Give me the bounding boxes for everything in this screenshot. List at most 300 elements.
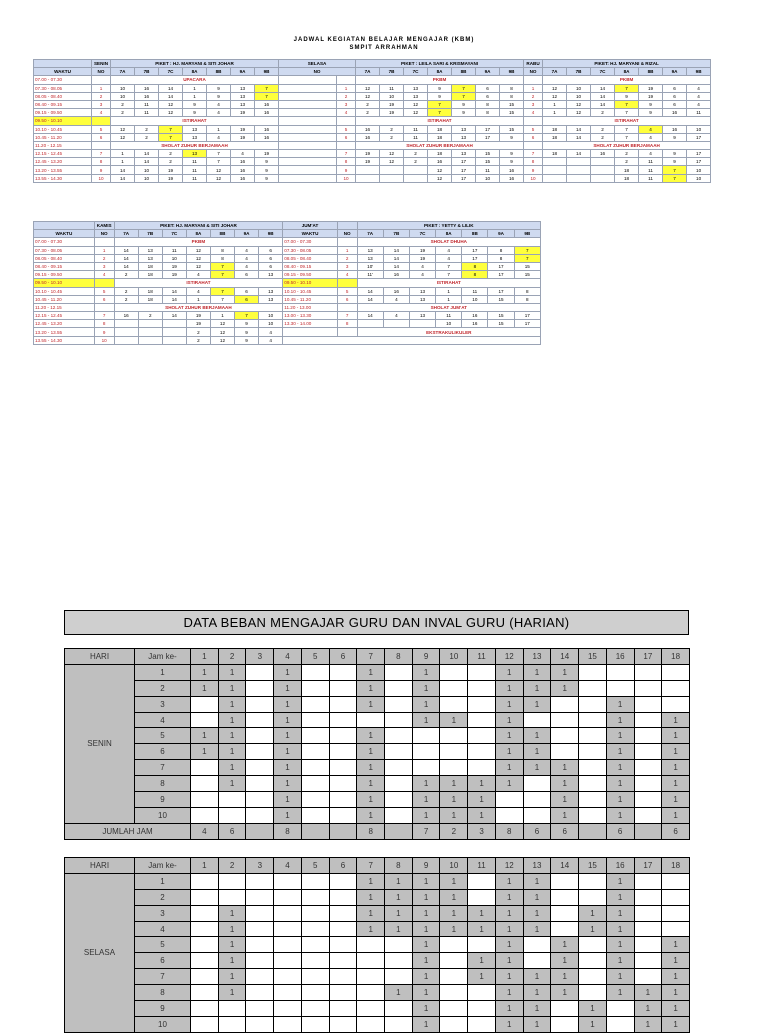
teacher-column-header: 10	[440, 649, 468, 665]
load-cell: 1	[274, 696, 302, 712]
teacher-code: 19	[409, 246, 435, 254]
teacher-code: 17	[687, 150, 711, 158]
event-sholat_jumat: SHOLAT JUM'AT	[357, 303, 540, 311]
day-header-selasa: SELASA	[279, 60, 356, 68]
load-cell: 1	[218, 937, 246, 953]
table-row	[34, 125, 711, 133]
teacher-code: 4	[687, 92, 711, 100]
load-cell	[468, 712, 496, 728]
load-cell: 1	[495, 921, 523, 937]
teacher-code: 7	[452, 92, 476, 100]
teacher-code: 4	[687, 84, 711, 92]
table-cell	[337, 279, 357, 287]
total-cell: 6	[218, 823, 246, 839]
load-cell	[468, 680, 496, 696]
table-cell	[337, 76, 356, 84]
time-slot	[279, 166, 337, 174]
load-cell	[579, 873, 607, 889]
load-cell	[301, 969, 329, 985]
no-header: NO	[92, 68, 111, 76]
load-cell	[357, 1016, 385, 1032]
load-cell: 1	[662, 1001, 690, 1017]
teacher-code: 4	[235, 262, 259, 270]
load-cell: 1	[440, 905, 468, 921]
load-cell: 1	[551, 792, 579, 808]
load-cell: 1	[606, 889, 634, 905]
load-cell: 1	[412, 664, 440, 680]
teacher-code: 18	[615, 174, 639, 182]
jamke-header: Jam ke-	[135, 858, 191, 874]
teacher-code: 10	[259, 312, 283, 320]
load-cell	[329, 905, 357, 921]
teacher-code: 16	[663, 125, 687, 133]
jam-number: 6	[135, 744, 191, 760]
table-row	[34, 303, 541, 311]
table-cell	[283, 328, 337, 336]
table-row	[34, 271, 541, 279]
load-cell	[329, 1001, 357, 1017]
load-cell: 1	[218, 728, 246, 744]
schedule-table-senin-selasa-rabu	[33, 59, 711, 183]
load-cell	[634, 664, 662, 680]
teacher-code: 7	[436, 271, 462, 279]
teacher-code: 15	[500, 100, 524, 108]
teacher-code: 4	[436, 246, 462, 254]
load-cell	[329, 728, 357, 744]
class-header: 9A	[476, 68, 500, 76]
load-cell: 1	[551, 776, 579, 792]
teacher-code: 9	[639, 109, 663, 117]
load-cell	[301, 807, 329, 823]
load-cell	[329, 744, 357, 760]
teacher-code: 13	[452, 125, 476, 133]
time-slot	[279, 174, 337, 182]
teacher-column-header: 14	[551, 858, 579, 874]
load-cell	[440, 937, 468, 953]
event-sholat_zuhur: SHOLAT ZUHUR BERJAMAAH	[543, 141, 711, 149]
teacher-code: 10	[111, 84, 135, 92]
load-cell: 1	[191, 744, 219, 760]
teacher-code: 9	[500, 150, 524, 158]
load-cell: 1	[495, 1016, 523, 1032]
jam-number: 2	[135, 889, 191, 905]
load-cell	[551, 712, 579, 728]
load-cell	[468, 744, 496, 760]
teacher-code: 13	[409, 287, 435, 295]
load-cell: 1	[523, 1016, 551, 1032]
teacher-code: 13	[409, 295, 435, 303]
class-header: 8B	[210, 230, 234, 238]
load-cell	[191, 760, 219, 776]
table-row	[65, 664, 690, 680]
period-number: 10	[337, 174, 356, 182]
teacher-code: 6	[259, 246, 283, 254]
teacher-code	[404, 166, 428, 174]
load-cell: 1	[551, 953, 579, 969]
load-cell: 1	[412, 937, 440, 953]
teacher-column-header: 18	[662, 858, 690, 874]
teacher-code: 17	[476, 133, 500, 141]
load-cell	[191, 905, 219, 921]
load-cell	[634, 807, 662, 823]
total-cell: 6	[606, 823, 634, 839]
jam-number: 4	[135, 712, 191, 728]
load-cell: 1	[412, 776, 440, 792]
load-cell: 1	[218, 760, 246, 776]
load-cell: 1	[523, 696, 551, 712]
teacher-code: 14	[114, 246, 138, 254]
load-cell: 1	[551, 985, 579, 1001]
table-row	[34, 246, 541, 254]
load-cell	[495, 807, 523, 823]
teacher-code: 2	[615, 158, 639, 166]
waktu-header: WAKTU	[283, 230, 337, 238]
teacher-code: 10	[436, 320, 462, 328]
total-cell	[385, 823, 413, 839]
table-row	[65, 649, 690, 665]
period-number: 9	[92, 166, 111, 174]
teacher-code: 9	[207, 84, 231, 92]
load-cell	[468, 696, 496, 712]
load-cell	[274, 921, 302, 937]
table-row	[34, 174, 711, 182]
load-cell: 1	[606, 696, 634, 712]
teacher-code: 16	[135, 92, 159, 100]
load-cell	[579, 937, 607, 953]
load-cell	[440, 728, 468, 744]
load-cell	[301, 744, 329, 760]
teacher-code: 8	[462, 262, 488, 270]
jam-number: 1	[135, 664, 191, 680]
table-row	[34, 254, 541, 262]
teacher-code: 11	[404, 133, 428, 141]
period-number: 1	[337, 246, 357, 254]
load-cell	[468, 889, 496, 905]
load-cell: 1	[606, 728, 634, 744]
total-cell: 3	[468, 823, 496, 839]
teacher-code	[162, 328, 186, 336]
teacher-column-header: 14	[551, 649, 579, 665]
teacher-code	[138, 328, 162, 336]
teacher-code: 4	[687, 100, 711, 108]
teacher-code: 14	[114, 254, 138, 262]
load-cell: 1	[662, 1016, 690, 1032]
teacher-code: 16	[383, 287, 409, 295]
load-cell	[191, 873, 219, 889]
load-cell: 1	[357, 807, 385, 823]
load-cell: 1	[634, 1016, 662, 1032]
time-slot: 13.55 - 14.30	[34, 336, 95, 344]
load-cell: 1	[357, 680, 385, 696]
teacher-code	[404, 174, 428, 182]
load-cell: 1	[412, 1001, 440, 1017]
teacher-code: 11	[404, 125, 428, 133]
teacher-code: 19	[255, 150, 279, 158]
teacher-code: 19	[639, 92, 663, 100]
teacher-code: 17	[687, 158, 711, 166]
teacher-code	[114, 320, 138, 328]
teacher-code: 14	[114, 262, 138, 270]
load-cell	[495, 792, 523, 808]
period-number: 6	[94, 295, 114, 303]
teacher-column-header: 13	[523, 858, 551, 874]
time-slot: 13.20 - 13.55	[34, 166, 92, 174]
teacher-column-header: 2	[218, 858, 246, 874]
period-number: 10	[92, 174, 111, 182]
teacher-code: 2	[159, 158, 183, 166]
teacher-code: 16	[231, 158, 255, 166]
period-number: 8	[337, 158, 356, 166]
load-cell	[246, 969, 274, 985]
load-cell	[329, 760, 357, 776]
teacher-code: 16	[500, 166, 524, 174]
teacher-code: 1	[543, 109, 567, 117]
teacher-column-header: 12	[495, 649, 523, 665]
load-cell	[301, 696, 329, 712]
teacher-code: 7	[255, 84, 279, 92]
total-cell: 4	[191, 823, 219, 839]
teacher-code	[383, 320, 409, 328]
period-number: 5	[94, 287, 114, 295]
teacher-code	[162, 336, 186, 344]
teacher-code: 19	[186, 320, 210, 328]
period-number: 4	[92, 109, 111, 117]
teacher-code: 12	[210, 336, 234, 344]
load-cell	[634, 953, 662, 969]
load-cell: 1	[357, 921, 385, 937]
teacher-code: 2	[114, 287, 138, 295]
event-istirahat: ISTIRAHAT	[114, 279, 283, 287]
load-cell	[329, 696, 357, 712]
table-cell	[94, 303, 114, 311]
load-cell	[468, 1016, 496, 1032]
teacher-code: 13	[259, 271, 283, 279]
teacher-code: 10	[476, 174, 500, 182]
teacher-column-header: 7	[357, 649, 385, 665]
total-cell: 8	[357, 823, 385, 839]
load-cell	[634, 728, 662, 744]
teacher-code: 18	[138, 262, 162, 270]
beban-table-selasa	[64, 857, 690, 1033]
piket-selasa: PIKET : LEILA SARI & KRISMAYANI	[356, 60, 524, 68]
teacher-column-header: 4	[274, 858, 302, 874]
load-cell	[191, 696, 219, 712]
teacher-column-header: 8	[385, 649, 413, 665]
load-cell	[218, 1016, 246, 1032]
load-cell: 1	[606, 760, 634, 776]
load-cell: 1	[606, 985, 634, 1001]
load-cell: 1	[412, 953, 440, 969]
teacher-code: 9	[207, 92, 231, 100]
load-cell: 1	[551, 664, 579, 680]
load-cell: 1	[606, 807, 634, 823]
load-cell	[634, 760, 662, 776]
time-slot: 08.05 - 08.40	[34, 254, 95, 262]
teacher-code: 19	[380, 109, 404, 117]
teacher-code: 6	[259, 262, 283, 270]
time-slot: 09.15 - 09.50	[34, 109, 92, 117]
time-slot: 10.45 - 11.20	[283, 295, 337, 303]
teacher-column-header: 10	[440, 858, 468, 874]
load-cell: 1	[495, 696, 523, 712]
teacher-code: 14	[135, 158, 159, 166]
teacher-code: 13	[409, 312, 435, 320]
time-slot: 10.45 - 11.20	[34, 133, 92, 141]
load-cell: 1	[274, 744, 302, 760]
teacher-code: 8	[514, 295, 540, 303]
table-cell	[279, 141, 337, 149]
table-cell	[524, 141, 543, 149]
teacher-code: 13	[231, 84, 255, 92]
teacher-code: 18	[543, 133, 567, 141]
teacher-code: 10	[380, 92, 404, 100]
load-cell	[440, 1016, 468, 1032]
period-number: 4	[337, 109, 356, 117]
teacher-code: 11	[639, 158, 663, 166]
load-cell	[440, 680, 468, 696]
period-number: 7	[337, 150, 356, 158]
load-cell	[662, 873, 690, 889]
load-cell: 1	[495, 985, 523, 1001]
load-cell: 1	[440, 807, 468, 823]
teacher-code: 13	[138, 246, 162, 254]
time-slot: 07.00 - 07.30	[34, 76, 92, 84]
teacher-code: 9	[452, 100, 476, 108]
teacher-code: 12	[111, 125, 135, 133]
load-cell: 1	[606, 744, 634, 760]
document-title: JADWAL KEGIATAN BELAJAR MENGAJAR (KBM)	[293, 37, 475, 43]
table-cell	[279, 76, 337, 84]
teacher-code: 2	[135, 133, 159, 141]
load-cell	[551, 1016, 579, 1032]
load-cell	[329, 776, 357, 792]
teacher-code: 12	[159, 100, 183, 108]
load-cell	[246, 905, 274, 921]
load-cell	[246, 985, 274, 1001]
teacher-column-header: 9	[412, 858, 440, 874]
teacher-code: 7	[514, 254, 540, 262]
piket-rabu: PIKET: HJ. MARYANI & RIZAL	[543, 60, 711, 68]
jumlah-jam-label: JUMLAH JAM	[65, 823, 191, 839]
load-cell: 1	[218, 985, 246, 1001]
teacher-code: 15	[488, 320, 514, 328]
load-cell: 1	[357, 889, 385, 905]
period-number: 6	[337, 133, 356, 141]
teacher-code	[591, 166, 615, 174]
teacher-code: 12	[207, 174, 231, 182]
table-row	[34, 150, 711, 158]
table-row	[34, 166, 711, 174]
time-slot: 13.30 - 14.00	[283, 320, 337, 328]
teacher-code: 2	[114, 295, 138, 303]
teacher-column-header: 11	[468, 649, 496, 665]
teacher-code: 4	[235, 246, 259, 254]
load-cell	[329, 921, 357, 937]
table-row	[34, 84, 711, 92]
table-cell	[524, 76, 543, 84]
load-cell	[357, 937, 385, 953]
teacher-code: 16	[114, 312, 138, 320]
teacher-code: 2	[138, 312, 162, 320]
teacher-code: 9	[452, 109, 476, 117]
load-cell: 1	[495, 776, 523, 792]
load-cell: 1	[412, 905, 440, 921]
load-cell	[634, 937, 662, 953]
teacher-code: 6	[663, 84, 687, 92]
load-cell	[440, 760, 468, 776]
teacher-code: 9	[500, 133, 524, 141]
load-cell	[385, 1016, 413, 1032]
load-cell	[551, 889, 579, 905]
teacher-code: 4	[383, 312, 409, 320]
load-cell	[329, 873, 357, 889]
teacher-code: 7	[428, 100, 452, 108]
load-cell	[385, 744, 413, 760]
teacher-code: 14	[135, 150, 159, 158]
table-row	[65, 680, 690, 696]
load-cell: 1	[662, 985, 690, 1001]
table-row	[34, 100, 711, 108]
load-cell: 1	[357, 696, 385, 712]
teacher-code: 16	[663, 109, 687, 117]
time-slot: 09.50 - 10.10	[34, 279, 95, 287]
load-cell	[357, 985, 385, 1001]
teacher-code: 1	[183, 92, 207, 100]
teacher-code: 19	[639, 84, 663, 92]
class-header: 7B	[383, 230, 409, 238]
load-cell: 1	[495, 937, 523, 953]
teacher-code: 17	[488, 262, 514, 270]
teacher-code: 12	[210, 320, 234, 328]
teacher-code: 14	[383, 246, 409, 254]
table-row	[65, 823, 690, 839]
load-cell	[301, 921, 329, 937]
load-cell: 1	[523, 680, 551, 696]
load-cell: 1	[440, 921, 468, 937]
teacher-code: 4	[259, 328, 283, 336]
load-cell	[468, 1001, 496, 1017]
time-slot: 09.50 - 10.10	[34, 117, 92, 125]
table-cell	[337, 117, 356, 125]
load-cell	[385, 1001, 413, 1017]
teacher-code: 2	[380, 125, 404, 133]
load-cell: 1	[606, 792, 634, 808]
time-slot: 08.40 - 09.15	[283, 262, 337, 270]
teacher-code	[567, 158, 591, 166]
table-row	[65, 937, 690, 953]
table-row	[65, 807, 690, 823]
table-row	[34, 141, 711, 149]
period-number: 2	[92, 92, 111, 100]
teacher-code	[162, 320, 186, 328]
load-cell: 1	[274, 776, 302, 792]
load-cell	[468, 937, 496, 953]
load-cell	[301, 1001, 329, 1017]
teacher-code: 8	[488, 254, 514, 262]
teacher-code: 9	[255, 158, 279, 166]
load-cell	[385, 776, 413, 792]
class-header: 8A	[183, 68, 207, 76]
class-header: 9A	[663, 68, 687, 76]
piket-senin: PIKET : HJ. MARYANI & SITI JOHAR	[111, 60, 279, 68]
load-cell	[274, 889, 302, 905]
load-cell: 1	[662, 792, 690, 808]
load-cell	[329, 680, 357, 696]
load-cell	[662, 696, 690, 712]
table-row	[65, 1016, 690, 1032]
load-cell: 1	[495, 664, 523, 680]
teacher-column-header: 11	[468, 858, 496, 874]
